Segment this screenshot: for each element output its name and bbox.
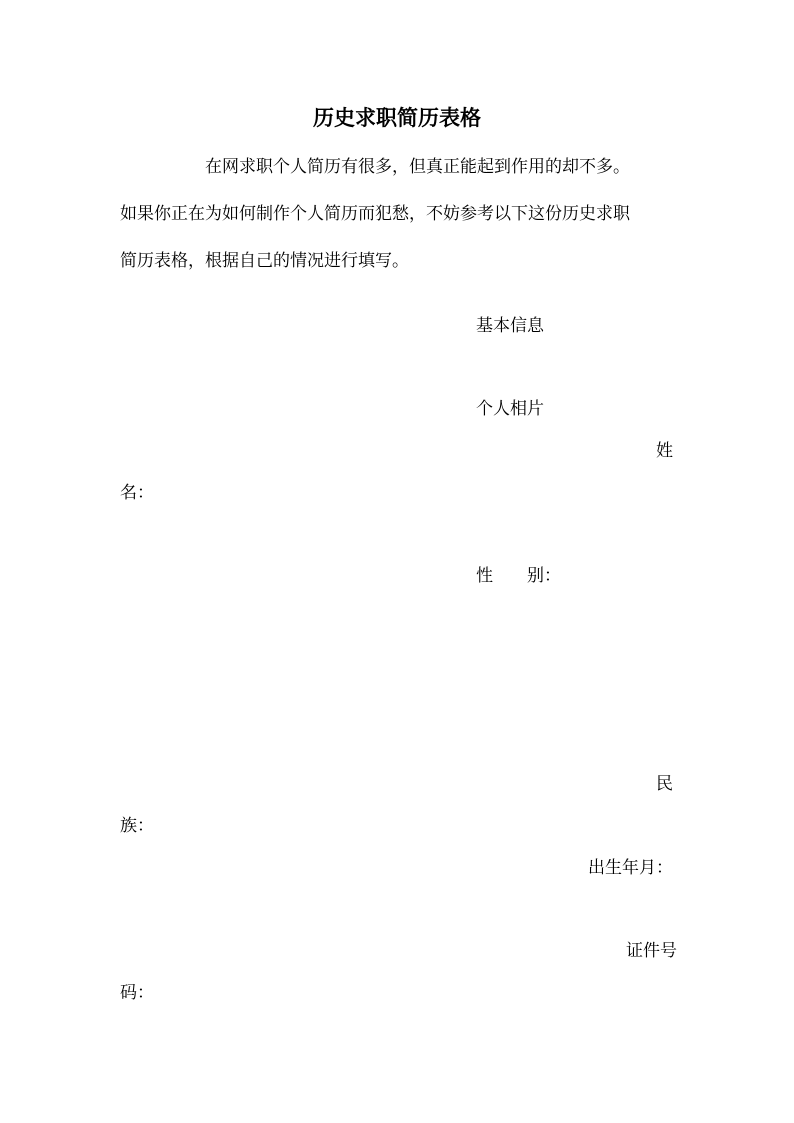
document-title: 历史求职简历表格: [313, 105, 481, 130]
gender-label-part1: 性: [476, 566, 493, 586]
id-number-label-part1: 证件号: [626, 941, 677, 961]
name-label-part2: 名：: [120, 483, 154, 503]
name-label-part1: 姓: [656, 441, 673, 461]
birth-date-label: 出生年月：: [588, 858, 673, 878]
gender-label-part2: 别：: [527, 566, 561, 586]
gender-label: [476, 564, 561, 588]
id-number-label-part2: 码：: [120, 983, 154, 1003]
section-heading-basic-info: 基本信息: [476, 316, 544, 336]
ethnicity-label-part1: 民: [656, 774, 673, 794]
intro-line-2: 如果你正在为如何制作个人简历而犯愁，不妨参考以下这份历史求职: [120, 204, 630, 224]
ethnicity-label-part2: 族：: [120, 816, 154, 836]
intro-line-1: 在网求职个人简历有很多，但真正能起到作用的却不多。: [205, 157, 630, 177]
intro-paragraph: [120, 144, 680, 285]
photo-label: 个人相片: [476, 399, 544, 419]
intro-line-3: 简历表格，根据自己的情况进行填写。: [120, 251, 409, 271]
